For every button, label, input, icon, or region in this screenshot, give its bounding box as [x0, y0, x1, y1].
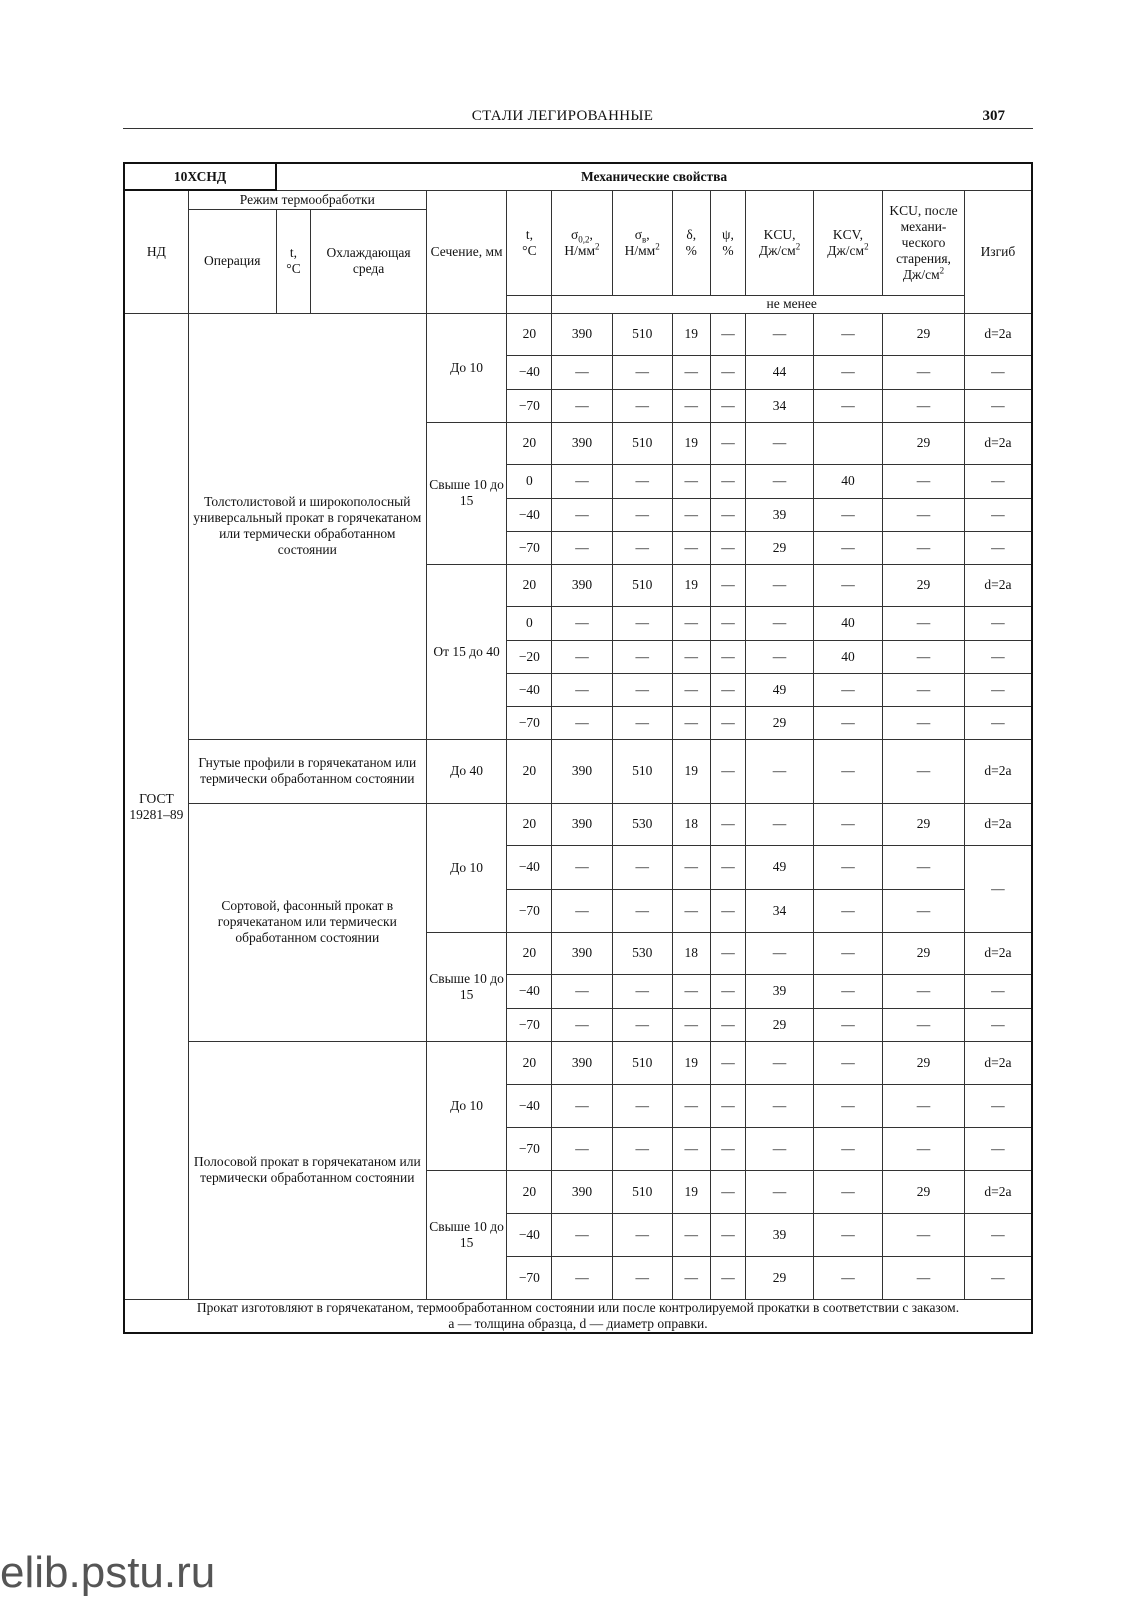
value-cell: — [552, 389, 612, 422]
value-cell [813, 422, 882, 464]
heat-treatment-header: Режим термообработки [188, 190, 426, 209]
value-cell: — [552, 1213, 612, 1256]
operation-header: Операция [188, 209, 276, 313]
value-cell: — [883, 845, 965, 889]
value-cell: — [552, 640, 612, 673]
running-header-title: СТАЛИ ЛЕГИРОВАННЫЕ [471, 108, 654, 124]
value-cell: 29 [883, 803, 965, 845]
value-cell: — [672, 355, 710, 389]
value-cell: — [883, 464, 965, 498]
value-cell: — [552, 1084, 612, 1127]
value-cell: — [672, 531, 710, 564]
value-cell: 40 [813, 640, 882, 673]
value-cell: — [813, 1213, 882, 1256]
value-cell: — [883, 739, 965, 803]
value-cell: — [746, 313, 813, 355]
value-cell: — [813, 889, 882, 932]
nd-cell: ГОСТ 19281–89 [124, 313, 188, 1299]
value-cell: −40 [507, 673, 552, 706]
value-cell: — [964, 706, 1032, 739]
section-cell: Свыше 10 до 15 [426, 422, 507, 564]
value-cell: −40 [507, 355, 552, 389]
product-description: Сортовой, фасонный прокат в горячекатаном или термически обработанном состоянии [188, 803, 426, 1041]
value-cell: −40 [507, 1084, 552, 1127]
value-cell: — [813, 498, 882, 531]
value-cell: 19 [672, 313, 710, 355]
value-cell: — [813, 355, 882, 389]
treat-temp-header: t, °С [276, 209, 311, 313]
value-cell: 19 [672, 564, 710, 606]
value-cell: 390 [552, 564, 612, 606]
value-cell: −40 [507, 1213, 552, 1256]
value-cell: — [552, 531, 612, 564]
value-cell: — [710, 389, 746, 422]
value-cell: — [552, 673, 612, 706]
value-cell: — [813, 1008, 882, 1041]
section-cell: Свыше 10 до 15 [426, 932, 507, 1041]
value-cell: 29 [883, 1170, 965, 1213]
value-cell: — [672, 706, 710, 739]
value-cell: 34 [746, 889, 813, 932]
value-cell: d=2a [964, 1170, 1032, 1213]
value-cell: −70 [507, 1008, 552, 1041]
value-cell: — [813, 739, 882, 803]
value-cell: 49 [746, 845, 813, 889]
section-cell: До 10 [426, 803, 507, 932]
steel-grade: 10ХСНД [124, 163, 276, 190]
value-cell: 0 [507, 464, 552, 498]
value-cell: 510 [612, 422, 672, 464]
value-cell: −70 [507, 889, 552, 932]
elongation-header: δ, % [672, 190, 710, 295]
value-cell: — [710, 932, 746, 974]
value-cell: 390 [552, 313, 612, 355]
value-cell: — [552, 974, 612, 1008]
value-cell: — [612, 389, 672, 422]
value-cell: 0 [507, 606, 552, 640]
value-cell: 19 [672, 739, 710, 803]
value-cell: — [964, 355, 1032, 389]
kcu-header: KCU, $Дж/см^2$ [746, 190, 813, 295]
value-cell: — [883, 389, 965, 422]
value-cell: d=2a [964, 803, 1032, 845]
value-cell: — [813, 1256, 882, 1299]
value-cell: 20 [507, 313, 552, 355]
value-cell: — [612, 673, 672, 706]
value-cell: — [612, 845, 672, 889]
value-cell: — [710, 564, 746, 606]
value-cell: — [746, 1084, 813, 1127]
value-cell: — [710, 1041, 746, 1084]
value-cell: — [710, 313, 746, 355]
value-cell: — [552, 606, 612, 640]
value-cell: d=2a [964, 564, 1032, 606]
value-cell: −20 [507, 640, 552, 673]
value-cell: — [964, 974, 1032, 1008]
value-cell: 44 [746, 355, 813, 389]
value-cell: — [672, 389, 710, 422]
nd-header: НД [124, 190, 188, 313]
table-row [124, 739, 1032, 803]
value-cell: — [964, 464, 1032, 498]
value-cell: 18 [672, 932, 710, 974]
value-cell: 20 [507, 1041, 552, 1084]
value-cell: — [672, 1008, 710, 1041]
value-cell: — [883, 706, 965, 739]
value-cell: — [552, 1008, 612, 1041]
value-cell: — [672, 640, 710, 673]
value-cell: — [710, 1008, 746, 1041]
value-cell: 49 [746, 673, 813, 706]
value-cell: — [672, 889, 710, 932]
value-cell: 530 [612, 803, 672, 845]
test-temp-blank [507, 295, 552, 313]
value-cell: — [710, 1170, 746, 1213]
value-cell: — [813, 845, 882, 889]
value-cell: — [746, 422, 813, 464]
value-cell: — [964, 1008, 1032, 1041]
value-cell: — [552, 355, 612, 389]
notes-row [124, 1299, 1032, 1333]
value-cell: 19 [672, 422, 710, 464]
value-cell: — [672, 1084, 710, 1127]
value-cell: — [552, 498, 612, 531]
value-cell: — [813, 932, 882, 974]
value-cell: — [813, 673, 882, 706]
value-cell: — [746, 640, 813, 673]
value-cell: — [746, 803, 813, 845]
value-cell: — [612, 498, 672, 531]
value-cell: — [672, 1213, 710, 1256]
value-cell: 390 [552, 1170, 612, 1213]
value-cell: — [813, 1127, 882, 1170]
reduction-header: ψ, % [710, 190, 746, 295]
value-cell: — [883, 640, 965, 673]
value-cell: — [964, 845, 1032, 932]
value-cell: 40 [813, 464, 882, 498]
value-cell: — [964, 389, 1032, 422]
watermark: elib.pstu.ru [0, 1548, 216, 1597]
header-rule [123, 128, 1033, 129]
value-cell: — [710, 1127, 746, 1170]
title-row [124, 163, 1032, 190]
section-cell: До 10 [426, 313, 507, 422]
value-cell: 39 [746, 974, 813, 1008]
value-cell: — [746, 932, 813, 974]
value-cell: — [612, 355, 672, 389]
value-cell: — [883, 1213, 965, 1256]
value-cell: — [612, 706, 672, 739]
value-cell: 390 [552, 422, 612, 464]
value-cell: — [612, 1213, 672, 1256]
value-cell: — [612, 1256, 672, 1299]
value-cell: 19 [672, 1170, 710, 1213]
value-cell: — [672, 845, 710, 889]
value-cell: — [883, 606, 965, 640]
cooling-medium-header: Охлаждающая среда [311, 209, 426, 313]
table-row [124, 313, 1032, 355]
value-cell: −70 [507, 706, 552, 739]
section-cell: От 15 до 40 [426, 564, 507, 739]
value-cell: — [710, 640, 746, 673]
page-number: 307 [982, 108, 1005, 124]
value-cell: — [813, 1041, 882, 1084]
section-cell: Свыше 10 до 15 [426, 1170, 507, 1299]
value-cell: — [746, 1041, 813, 1084]
value-cell: — [672, 464, 710, 498]
value-cell: — [883, 1127, 965, 1170]
product-description: Полосовой прокат в горячекатаном или термически обработанном состоянии [188, 1041, 426, 1299]
value-cell: d=2a [964, 313, 1032, 355]
value-cell: 34 [746, 389, 813, 422]
value-cell: — [710, 464, 746, 498]
value-cell: 29 [883, 422, 965, 464]
value-cell: — [552, 464, 612, 498]
value-cell: 40 [813, 606, 882, 640]
value-cell: — [552, 1127, 612, 1170]
product-description: Гнутые профили в горячекатаном или термически обработанном состоянии [188, 739, 426, 803]
value-cell: — [883, 498, 965, 531]
value-cell: d=2a [964, 932, 1032, 974]
value-cell: 29 [883, 932, 965, 974]
value-cell: 29 [883, 313, 965, 355]
value-cell: — [746, 464, 813, 498]
value-cell: −70 [507, 531, 552, 564]
value-cell: 20 [507, 564, 552, 606]
value-cell: — [813, 531, 882, 564]
value-cell: — [813, 706, 882, 739]
value-cell: — [710, 706, 746, 739]
value-cell: — [612, 606, 672, 640]
value-cell: 29 [746, 531, 813, 564]
value-cell: — [883, 673, 965, 706]
value-cell: — [710, 739, 746, 803]
value-cell: — [813, 313, 882, 355]
value-cell: — [710, 1213, 746, 1256]
not-less-label: не менее [552, 295, 1032, 313]
value-cell: — [612, 974, 672, 1008]
value-cell: −40 [507, 845, 552, 889]
value-cell: 510 [612, 1170, 672, 1213]
value-cell: — [612, 464, 672, 498]
value-cell: — [883, 889, 965, 932]
value-cell: 390 [552, 803, 612, 845]
value-cell: — [964, 640, 1032, 673]
value-cell: — [710, 845, 746, 889]
value-cell: — [552, 706, 612, 739]
value-cell: 510 [612, 739, 672, 803]
value-cell: — [552, 889, 612, 932]
value-cell: — [612, 1127, 672, 1170]
value-cell: — [813, 389, 882, 422]
yield-strength-header: $\sigma_{0,2}$, $Н/мм^2$ [552, 190, 612, 295]
value-cell: — [710, 974, 746, 1008]
value-cell: — [672, 606, 710, 640]
value-cell: 20 [507, 422, 552, 464]
value-cell: −40 [507, 974, 552, 1008]
value-cell: — [746, 1170, 813, 1213]
value-cell: −70 [507, 1127, 552, 1170]
value-cell: — [710, 673, 746, 706]
value-cell: — [813, 564, 882, 606]
value-cell: 390 [552, 1041, 612, 1084]
value-cell: −70 [507, 389, 552, 422]
tensile-strength-header: $\sigma_в$, $Н/мм^2$ [612, 190, 672, 295]
value-cell: 29 [746, 1256, 813, 1299]
value-cell: — [672, 1127, 710, 1170]
value-cell: — [672, 673, 710, 706]
value-cell: 39 [746, 1213, 813, 1256]
value-cell: — [813, 974, 882, 1008]
value-cell: — [964, 1213, 1032, 1256]
value-cell: — [883, 1008, 965, 1041]
value-cell: 29 [746, 706, 813, 739]
value-cell: — [964, 673, 1032, 706]
value-cell: 390 [552, 739, 612, 803]
mech-title: Механические свойства [276, 163, 1032, 190]
section-cell: До 10 [426, 1041, 507, 1170]
value-cell: — [612, 531, 672, 564]
value-cell: — [612, 889, 672, 932]
value-cell: — [964, 1127, 1032, 1170]
note-production: Прокат изготовляют в горячекатаном, термообработанном состоянии или после контролируемой прокатки в соответствии с заказом. [196, 1299, 960, 1315]
value-cell: d=2a [964, 1041, 1032, 1084]
value-cell: — [964, 498, 1032, 531]
value-cell: — [710, 531, 746, 564]
value-cell: 29 [746, 1008, 813, 1041]
value-cell: 390 [552, 932, 612, 974]
header-row-1 [124, 190, 1032, 209]
value-cell: 20 [507, 803, 552, 845]
value-cell: 20 [507, 932, 552, 974]
value-cell: — [813, 803, 882, 845]
value-cell: — [710, 1084, 746, 1127]
table-row [124, 803, 1032, 845]
table-row [124, 1041, 1032, 1084]
value-cell: d=2a [964, 739, 1032, 803]
value-cell: — [672, 974, 710, 1008]
value-cell: — [883, 974, 965, 1008]
value-cell: 20 [507, 1170, 552, 1213]
value-cell: — [746, 606, 813, 640]
value-cell: — [746, 1127, 813, 1170]
value-cell: 510 [612, 313, 672, 355]
kcu-aged-header: KCU, после механи-ческого старения, $Дж/см^2$ [883, 190, 965, 295]
value-cell: — [672, 498, 710, 531]
value-cell: −40 [507, 498, 552, 531]
value-cell: — [552, 845, 612, 889]
kcv-header: KCV, $Дж/см^2$ [813, 190, 882, 295]
value-cell: 530 [612, 932, 672, 974]
bend-header: Изгиб [964, 190, 1032, 313]
value-cell: 18 [672, 803, 710, 845]
value-cell: — [612, 640, 672, 673]
value-cell: — [612, 1008, 672, 1041]
value-cell: d=2a [964, 422, 1032, 464]
value-cell: — [883, 355, 965, 389]
value-cell: 39 [746, 498, 813, 531]
value-cell: 20 [507, 739, 552, 803]
value-cell: — [612, 1084, 672, 1127]
value-cell: — [883, 531, 965, 564]
mechanical-properties-table [123, 162, 1033, 1334]
value-cell: — [746, 739, 813, 803]
notes [124, 1299, 1032, 1333]
value-cell: — [552, 1256, 612, 1299]
section-header: Сечение, мм [426, 190, 507, 313]
value-cell: 510 [612, 1041, 672, 1084]
value-cell: — [710, 1256, 746, 1299]
value-cell: — [964, 1256, 1032, 1299]
value-cell: — [710, 889, 746, 932]
value-cell: — [883, 1084, 965, 1127]
value-cell: — [710, 422, 746, 464]
value-cell: 29 [883, 1041, 965, 1084]
value-cell: 29 [883, 564, 965, 606]
note-symbols: a — толщина образца, d — диаметр оправки. [448, 1315, 708, 1331]
value-cell: 510 [612, 564, 672, 606]
section-cell: До 40 [426, 739, 507, 803]
test-temp-header: t, °С [507, 190, 552, 295]
value-cell: — [710, 355, 746, 389]
value-cell: — [672, 1256, 710, 1299]
value-cell: — [964, 531, 1032, 564]
product-description: Толстолистовой и широкополосный универсальный прокат в горячекатаном или термически обработанном состоянии [188, 313, 426, 739]
value-cell: 19 [672, 1041, 710, 1084]
value-cell: — [710, 498, 746, 531]
value-cell: — [964, 606, 1032, 640]
value-cell: — [813, 1170, 882, 1213]
value-cell: — [710, 606, 746, 640]
value-cell: — [964, 1084, 1032, 1127]
value-cell: — [710, 803, 746, 845]
value-cell: — [883, 1256, 965, 1299]
value-cell: −70 [507, 1256, 552, 1299]
value-cell: — [746, 564, 813, 606]
value-cell: — [813, 1084, 882, 1127]
